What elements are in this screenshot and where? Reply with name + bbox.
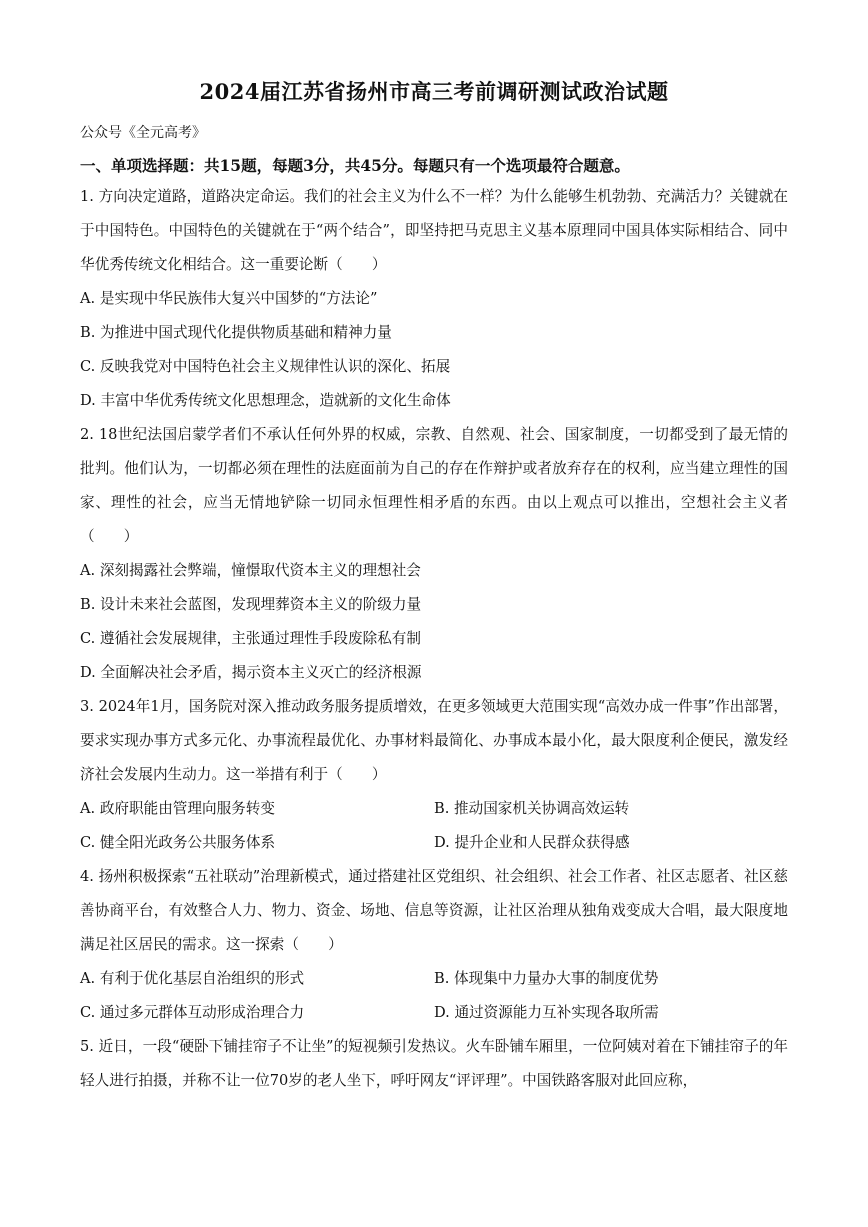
option-a: A. 是实现中华民族伟大复兴中国梦的“方法论” xyxy=(80,290,378,307)
option-d: D. 丰富中华优秀传统文化思想理念，造就新的文化生命体 xyxy=(80,392,451,409)
option-row xyxy=(80,996,788,1030)
option-d: D. 通过资源能力互补实现各取所需 xyxy=(434,1004,659,1021)
question-3 xyxy=(80,690,788,860)
option-d: D. 提升企业和人民群众获得感 xyxy=(434,834,630,851)
option-a: A. 政府职能由管理向服务转变 xyxy=(80,800,275,817)
option-c: C. 反映我党对中国特色社会主义规律性认识的深化、拓展 xyxy=(80,358,451,375)
option-row xyxy=(80,792,788,826)
option-b: B. 体现集中力量办大事的制度优势 xyxy=(434,970,659,987)
option-b: B. 设计未来社会蓝图，发现埋葬资本主义的阶级力量 xyxy=(80,596,422,613)
question-stem: 1. 方向决定道路，道路决定命运。我们的社会主义为什么不一样？为什么能够生机勃勃、充满活力？关键就在于中国特色。中国特色的关键就在于“两个结合”，即坚持把马克思主义基本原理同中国具体实际相结合、同中华优秀传统文化相结合。这一重要论断（ ） xyxy=(80,188,788,273)
option-c: C. 健全阳光政务公共服务体系 xyxy=(80,834,276,851)
option-a: A. 有利于优化基层自治组织的形式 xyxy=(80,970,305,987)
option-d: D. 全面解决社会矛盾，揭示资本主义灭亡的经济根源 xyxy=(80,664,422,681)
question-4 xyxy=(80,860,788,1030)
question-1 xyxy=(80,180,788,418)
option-b: B. 为推进中国式现代化提供物质基础和精神力量 xyxy=(80,324,392,341)
source-note: 公众号《全元高考》 xyxy=(80,125,206,141)
document-title: 2024届江苏省扬州市高三考前调研测试政治试题 xyxy=(199,79,669,104)
question-stem: 3. 2024年1月，国务院对深入推动政务服务提质增效，在更多领域更大范围实现“高效办成一件事”作出部署，要求实现办事方式多元化、办事流程最优化、办事材料最简化、办事成本最小化，最大限度利企便民，激发经济社会发展内生动力。这一举措有利于（ ） xyxy=(80,698,788,783)
section-heading: 一、单项选择题：共15题，每题3分，共45分。每题只有一个选项最符合题意。 xyxy=(80,156,630,175)
question-2 xyxy=(80,418,788,690)
option-c: C. 遵循社会发展规律，主张通过理性手段废除私有制 xyxy=(80,630,421,647)
option-b: B. 推动国家机关协调高效运转 xyxy=(434,800,630,817)
question-stem: 5. 近日，一段“硬卧下铺挂帘子不让坐”的短视频引发热议。火车卧铺车厢里，一位阿姨对着在下铺挂帘子的年轻人进行拍摄，并称不让一位70岁的老人坐下，呼吁网友“评评理”。中国铁路客服对此回应称， xyxy=(80,1038,788,1089)
question-stem: 4. 扬州积极探索“五社联动”治理新模式，通过搭建社区党组织、社会组织、社会工作者、社区志愿者、社区慈善协商平台，有效整合人力、物力、资金、场地、信息等资源，让社区治理从独角戏变成大合唱，最大限度地满足社区居民的需求。这一探索（ ） xyxy=(80,868,788,953)
question-stem: 2. 18世纪法国启蒙学者们不承认任何外界的权威，宗教、自然观、社会、国家制度，一切都受到了最无情的批判。他们认为，一切都必须在理性的法庭面前为自己的存在作辩护或者放弃存在的权利，应当建立理性的国家、理性的社会，应当无情地铲除一切同永恒理性相矛盾的东西。由以上观点可以推出，空想社会主义者（ ） xyxy=(80,426,788,545)
option-a: A. 深刻揭露社会弊端，憧憬取代资本主义的理想社会 xyxy=(80,562,421,579)
option-c: C. 通过多元群体互动形成治理合力 xyxy=(80,1004,305,1021)
option-row xyxy=(80,826,788,860)
question-5 xyxy=(80,1030,788,1098)
option-row xyxy=(80,962,788,996)
